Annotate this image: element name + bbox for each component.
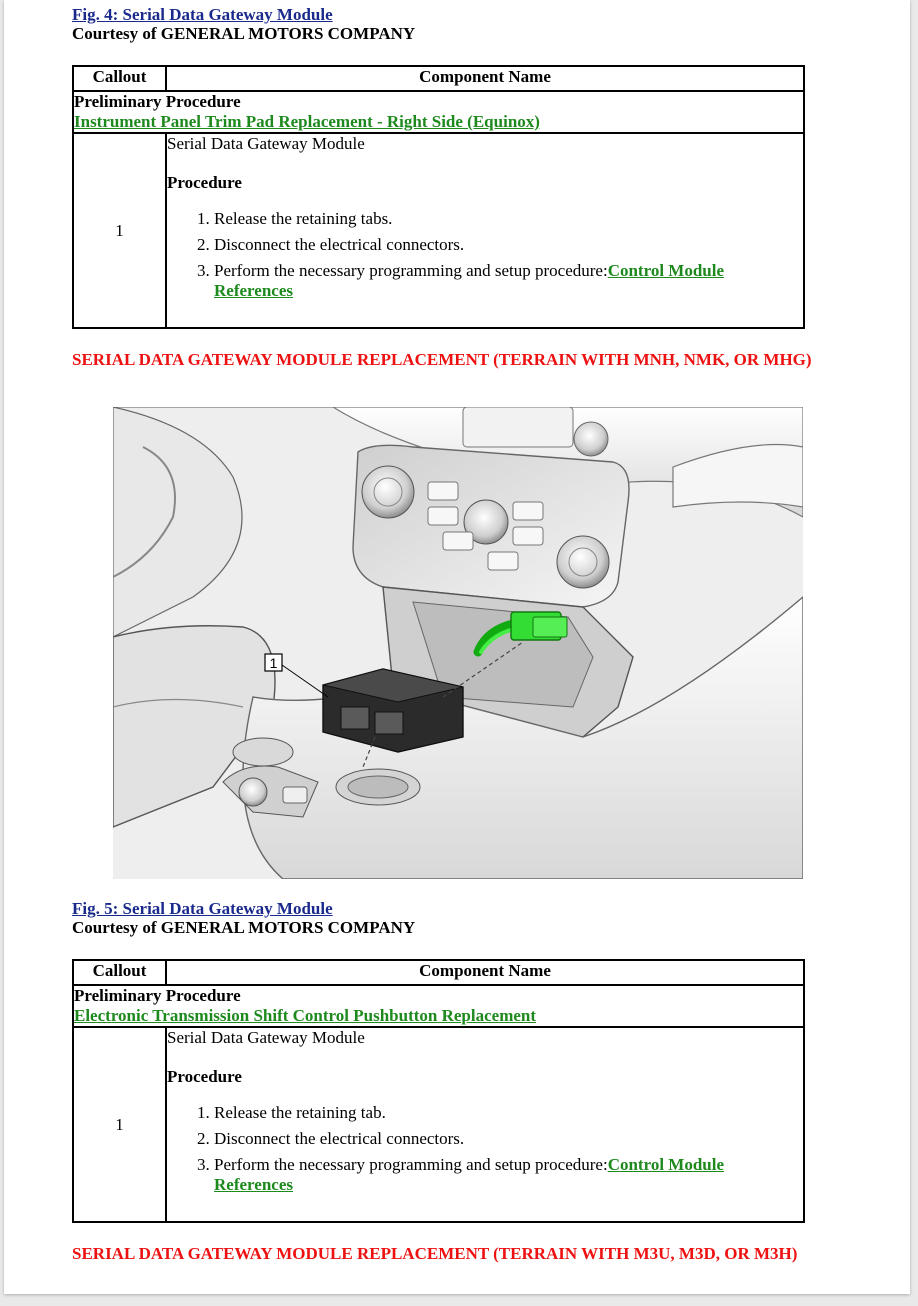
control-module-references-link[interactable]: Control Module References (214, 1155, 725, 1194)
component-detail-cell (166, 1027, 804, 1222)
callout-number: 1 (73, 1027, 166, 1222)
shift-button (283, 787, 307, 803)
preliminary-procedure-label: Preliminary Procedure (74, 92, 241, 111)
section-title-terrain-mnh: SERIAL DATA GATEWAY MODULE REPLACEMENT (TERRAIN WITH MNH, NMK, OR MHG) (72, 350, 812, 369)
fig4-courtesy: Courtesy of GENERAL MOTORS COMPANY (72, 24, 416, 43)
step-text: Perform the necessary programming and setup procedure: (214, 1155, 608, 1174)
fig5-caption-link[interactable]: Fig. 5: Serial Data Gateway Module (72, 899, 333, 918)
fig5-courtesy: Courtesy of GENERAL MOTORS COMPANY (72, 918, 416, 937)
step-text: Perform the necessary programming and setup procedure: (214, 261, 608, 280)
control-module-references-link[interactable]: Control Module References (214, 261, 725, 300)
procedure-label: Procedure (167, 1067, 242, 1086)
module-connector-port-b (375, 712, 403, 734)
procedure-table-1 (72, 65, 805, 329)
procedure-steps (167, 209, 803, 301)
component-name: Serial Data Gateway Module (167, 134, 365, 153)
callout-label-1: 1 (269, 655, 278, 671)
illustration-svg (113, 407, 803, 879)
procedure-label: Procedure (167, 173, 242, 192)
preliminary-procedure-label: Preliminary Procedure (74, 986, 241, 1005)
gateway-module-illustration (113, 407, 803, 879)
component-name: Serial Data Gateway Module (167, 1028, 365, 1047)
document-page (4, 0, 910, 1294)
prelim-link-shift-pushbutton[interactable]: Electronic Transmission Shift Control Pushbutton Replacement (74, 1006, 537, 1025)
component-name-header: Component Name (166, 960, 804, 985)
step-item (214, 1155, 803, 1195)
preliminary-procedure-cell (73, 91, 804, 133)
step-item: 1. Release the retaining tab. (214, 1103, 803, 1123)
procedure-steps (167, 1103, 803, 1195)
component-name-header: Component Name (166, 66, 804, 91)
preliminary-procedure-cell (73, 985, 804, 1027)
procedure-table-2 (72, 959, 805, 1223)
step-item: 2. Disconnect the electrical connectors. (214, 235, 803, 255)
right-climate-knob (557, 536, 609, 588)
step-item: 2. Disconnect the electrical connectors. (214, 1129, 803, 1149)
section-title-terrain-m3u: SERIAL DATA GATEWAY MODULE REPLACEMENT (TERRAIN WITH M3U, M3D, OR M3H) (72, 1244, 798, 1263)
step-item: 1. Release the retaining tabs. (214, 209, 803, 229)
cup-holder-inner (348, 776, 408, 798)
green-connector-plug (533, 617, 567, 637)
top-knob (574, 422, 608, 456)
top-panel (463, 407, 573, 447)
callout-header: Callout (73, 66, 166, 91)
component-detail-cell (166, 133, 804, 328)
step-item (214, 261, 803, 301)
drive-mode-knob (239, 778, 267, 806)
prelim-link-trim-pad[interactable]: Instrument Panel Trim Pad Replacement - Right Side (Equinox) (74, 112, 540, 131)
module-connector-port-a (341, 707, 369, 729)
callout-number: 1 (73, 133, 166, 328)
callout-header: Callout (73, 960, 166, 985)
cup-holder-left (233, 738, 293, 766)
fig4-caption-link[interactable]: Fig. 4: Serial Data Gateway Module (72, 5, 333, 24)
left-climate-knob (362, 466, 414, 518)
